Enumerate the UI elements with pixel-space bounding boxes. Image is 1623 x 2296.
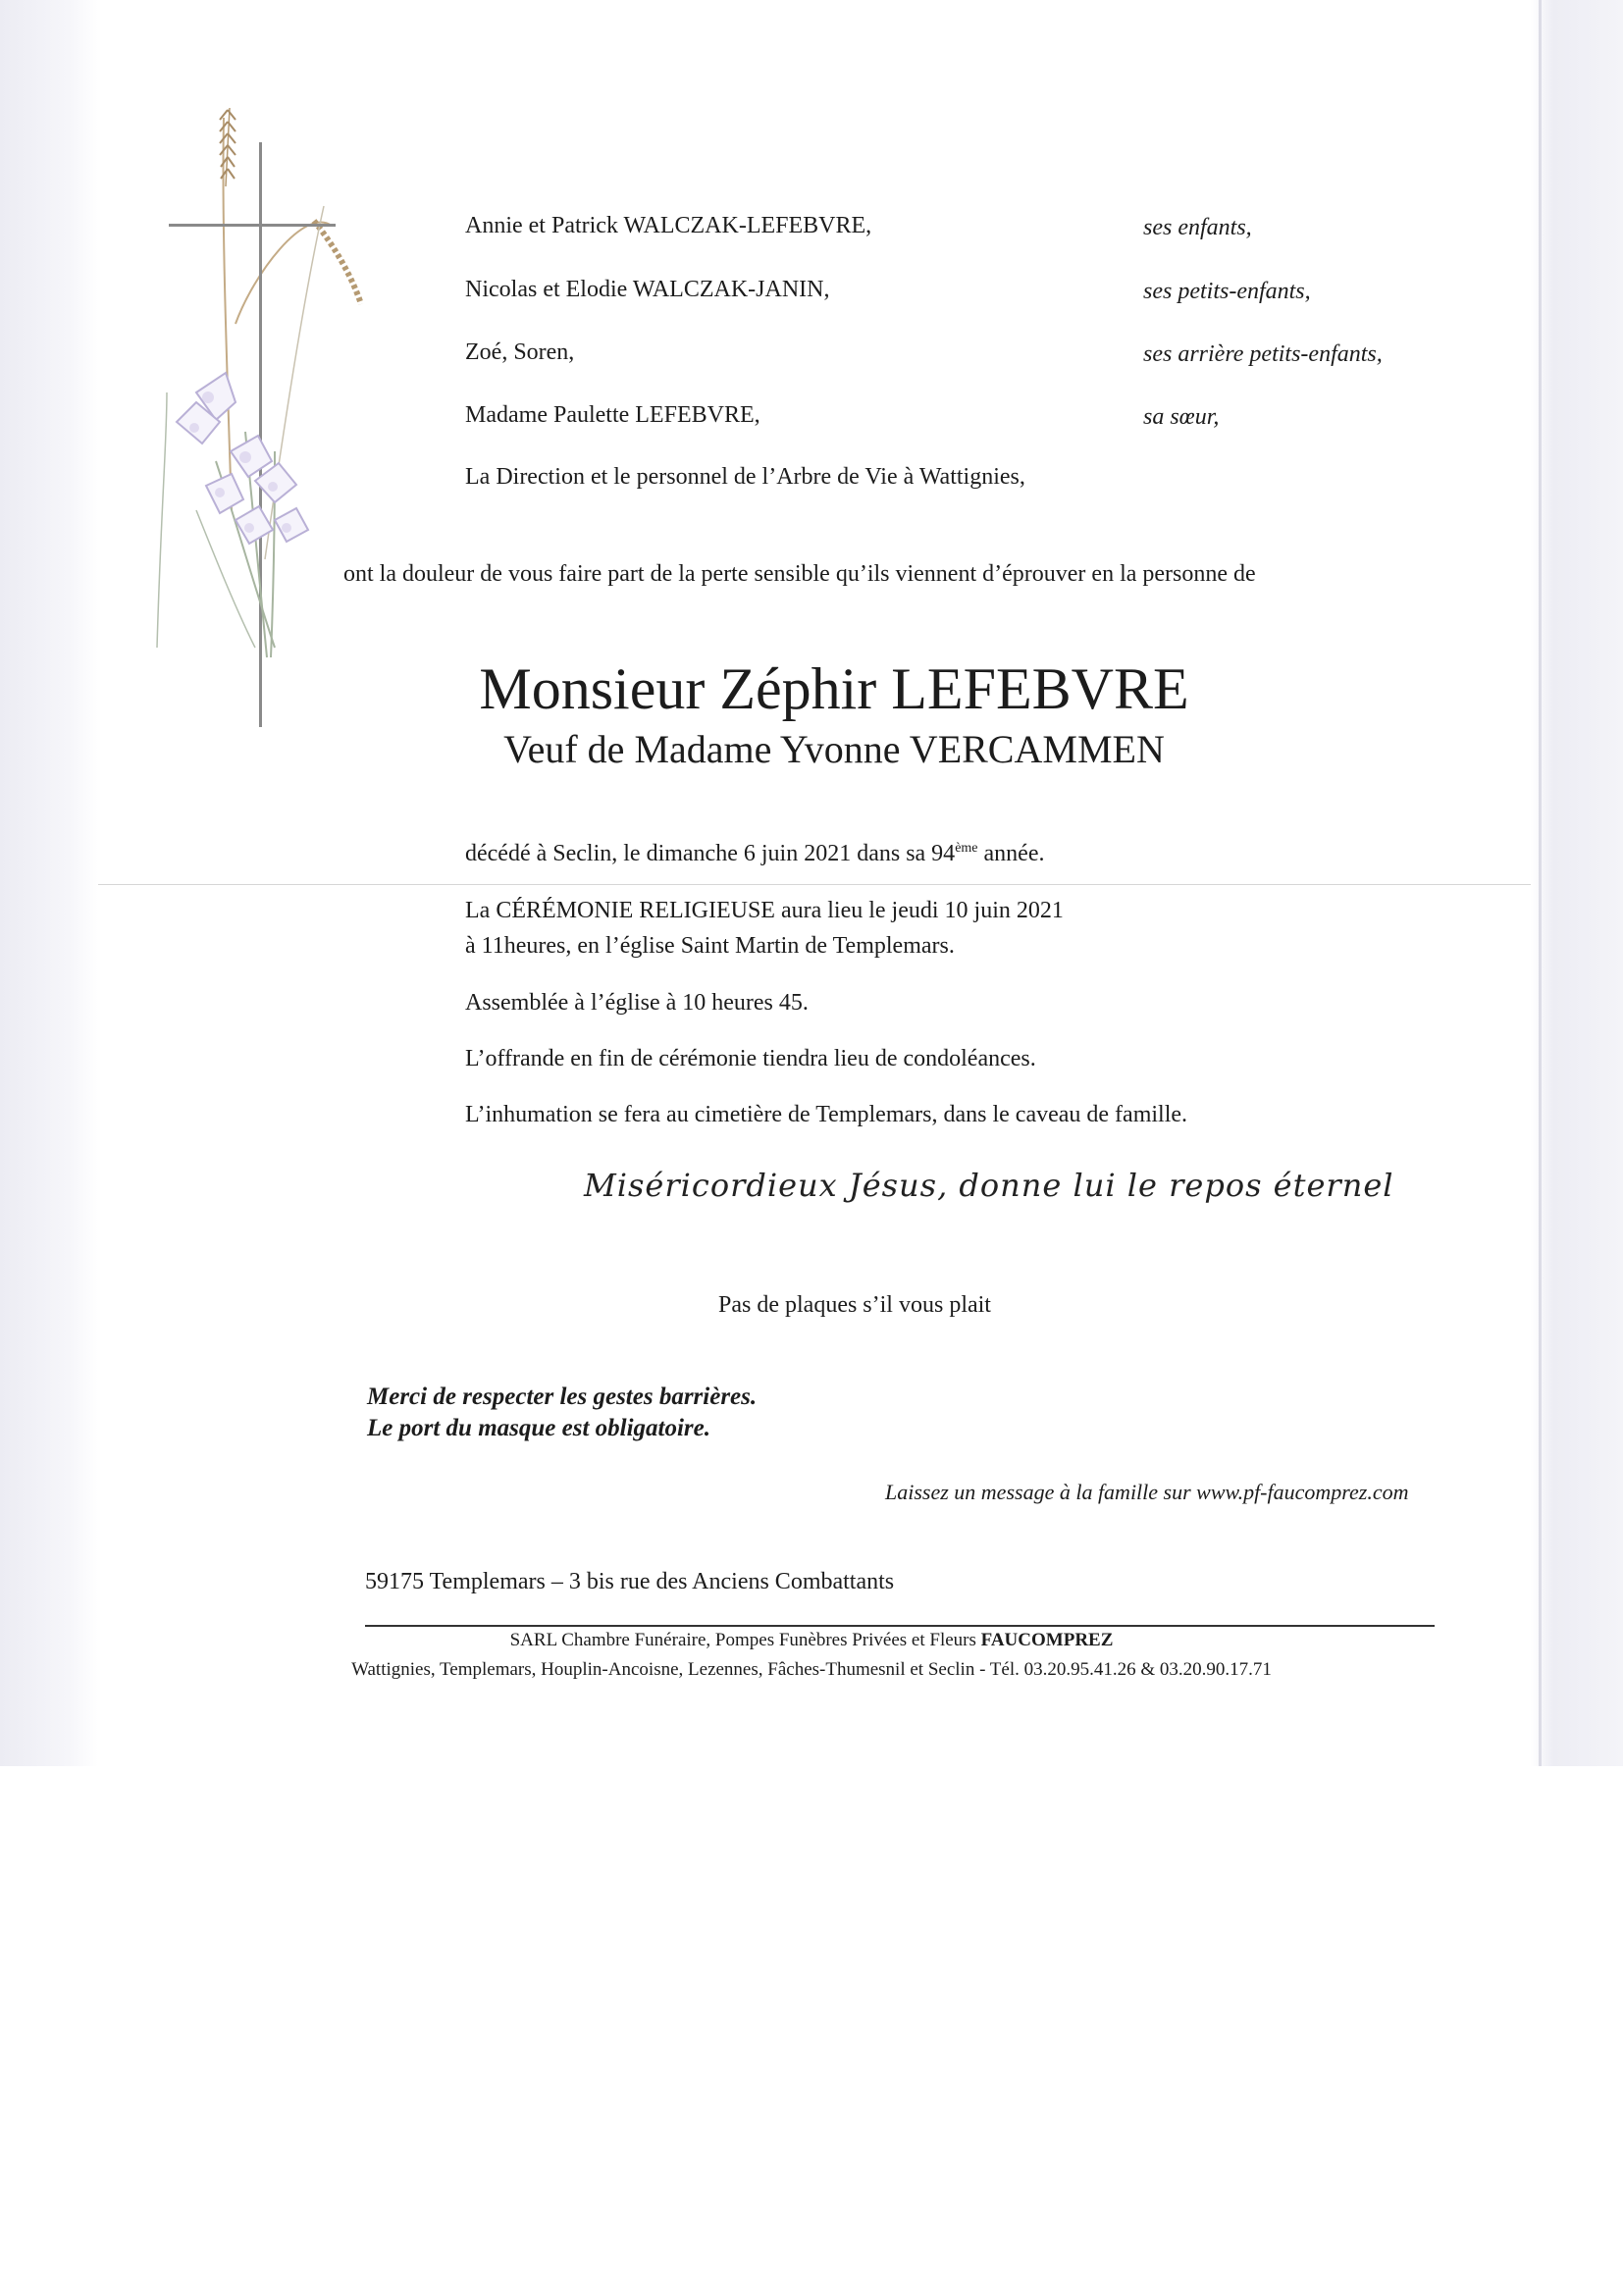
family-relation-2: ses petits-enfants, (1143, 279, 1311, 304)
burial-text: L’inhumation se fera au cimetière de Templemars, dans le caveau de famille. (465, 1102, 1188, 1127)
footer-locations: Wattignies, Templemars, Houplin-Ancoisne, Lezennes, Fâches-Thumesnil et Seclin - Tél. 03.20.95.41.26 & 03.20.90.17.71 (351, 1659, 1272, 1680)
death-details-main: décédé à Seclin, le dimanche 6 juin 2021 dans sa 94 (465, 841, 956, 866)
scan-right-edge (1531, 0, 1623, 1766)
family-name-2: Nicolas et Elodie WALCZAK-JANIN, (465, 277, 830, 302)
family-name-1: Annie et Patrick WALCZAK-LEFEBVRE, (465, 213, 872, 238)
footer-company-prefix: SARL Chambre Funéraire, Pompes Funèbres Privées et Fleurs (509, 1630, 981, 1650)
ceremony-line-1: La CÉRÉMONIE RELIGIEUSE aura lieu le jeudi 10 juin 2021 (465, 898, 1064, 923)
fold-line (98, 884, 1531, 885)
address-text: 59175 Templemars – 3 bis rue des Anciens Combattants (365, 1569, 895, 1594)
no-plaques-text: Pas de plaques s’il vous plait (718, 1292, 991, 1318)
family-name-3: Zoé, Soren, (465, 339, 575, 365)
family-relation-3: ses arrière petits-enfants, (1143, 341, 1383, 367)
assembly-text: Assemblée à l’église à 10 heures 45. (465, 990, 809, 1016)
death-details (465, 839, 1044, 868)
family-relation-1: ses enfants, (1143, 215, 1252, 240)
deceased-subtitle: Veuf de Madame Yvonne VERCAMMEN (503, 727, 1165, 771)
death-details-end: année. (977, 841, 1045, 866)
ceremony-line-2: à 11heures, en l’église Saint Martin de Templemars. (465, 933, 955, 959)
deceased-name: Monsieur Zéphir LEFEBVRE (479, 656, 1189, 721)
family-name-5: La Direction et le personnel de l’Arbre de Vie à Wattignies, (465, 464, 1025, 490)
web-message: Laissez un message à la famille sur www.pf-faucomprez.com (885, 1480, 1409, 1504)
footer-company (0, 1629, 1623, 1652)
scan-left-edge (0, 0, 98, 1766)
footer-company-name: FAUCOMPREZ (980, 1630, 1114, 1650)
footer-rule (365, 1625, 1435, 1627)
cross-with-wheat-and-lilies-illustration (137, 98, 393, 736)
prayer-text: Miséricordieux Jésus, donne lui le repos éternel (584, 1167, 1394, 1204)
death-details-superscript: ème (955, 841, 978, 856)
announcement-text: ont la douleur de vous faire part de la perte sensible qu’ils viennent d’éprouver en la personne de (343, 561, 1256, 587)
mask-notice: Le port du masque est obligatoire. (367, 1415, 710, 1441)
offering-text: L’offrande en fin de cérémonie tiendra lieu de condoléances. (465, 1046, 1036, 1071)
family-relation-4: sa sœur, (1143, 404, 1220, 430)
barrier-gestures-notice: Merci de respecter les gestes barrières. (367, 1383, 758, 1410)
family-name-4: Madame Paulette LEFEBVRE, (465, 402, 760, 428)
